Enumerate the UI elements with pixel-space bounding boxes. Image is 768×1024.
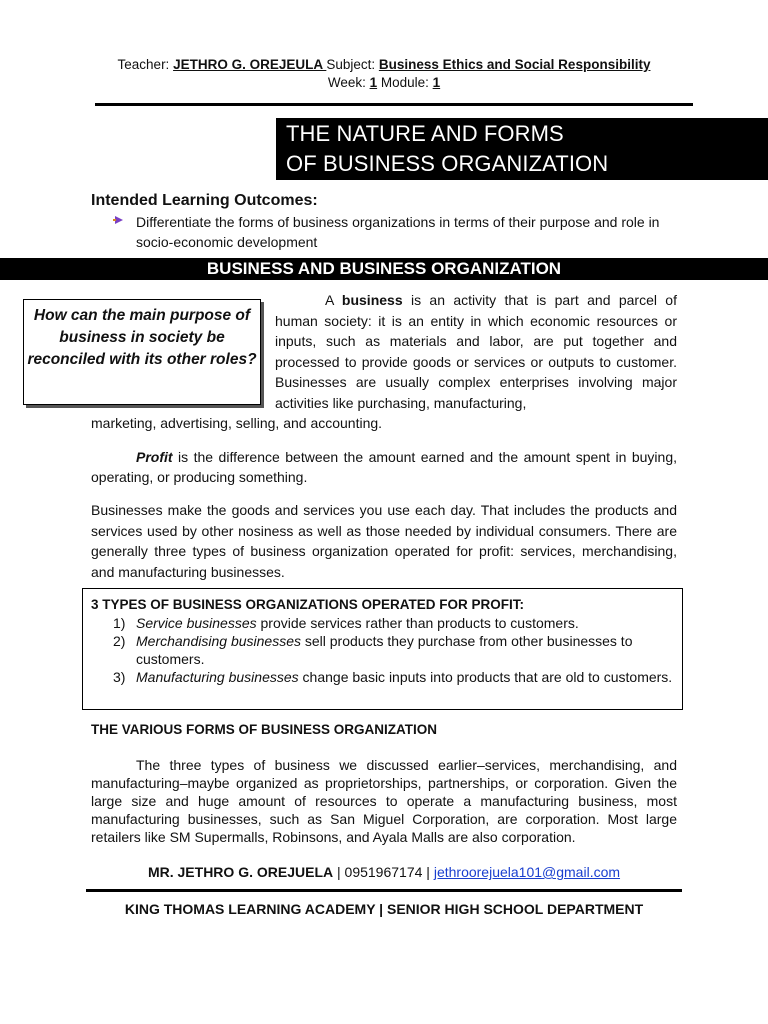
subject-name: Business Ethics and Social Responsibility [378, 57, 651, 72]
contact-line [0, 864, 768, 880]
list-item-number: 1) [113, 615, 126, 631]
learning-outcomes-heading: Intended Learning Outcomes: [91, 192, 318, 209]
teacher-name: JETHRO G. OREJEULA [173, 57, 327, 72]
header-teacher-subject [0, 57, 768, 72]
contact-phone: 0951967174 [344, 864, 423, 880]
list-item [83, 668, 682, 686]
list-item-term: Merchandising businesses [136, 633, 301, 649]
goods-paragraph: Businesses make the goods and services you use each day. That includes the products and services used by other nosiness as well as those needed by individual consumers. There are generally three types of business organization operated for profit: services, merchandising, and manufacturing businesses. [91, 502, 677, 580]
question-callout [23, 299, 261, 405]
types-heading: 3 TYPES OF BUSINESS ORGANIZATIONS OPERATED FOR PROFIT: [91, 597, 525, 612]
teacher-label: Teacher: [117, 57, 174, 72]
list-item [83, 632, 682, 668]
week-label: Week: [327, 75, 370, 90]
page-title [276, 118, 768, 180]
business-paragraph [275, 290, 677, 413]
top-rule [95, 103, 693, 106]
section-heading-band: BUSINESS AND BUSINESS ORGANIZATION [0, 258, 768, 280]
business-rest: is an activity that is part and parcel of human society: it is an entity in which economic resources or inputs, such as materials and labor, are put together and processed to provide goods or services or outputs to customer. Businesses are usually complex enterprises involving major activities like purchasing, manufacturing, [275, 292, 677, 411]
list-item [83, 614, 682, 632]
contact-name: MR. JETHRO G. OREJUELA [147, 864, 334, 880]
types-callout [82, 588, 683, 710]
business-lead: A [325, 292, 342, 308]
list-item-text: change basic inputs into products that are old to customers. [298, 669, 673, 685]
types-list [83, 614, 682, 686]
module-value: 1 [432, 75, 441, 90]
list-item-text: provide services rather than products to customers. [256, 615, 579, 631]
subject-label: Subject: [326, 57, 379, 72]
list-item-text: sell products they purchase from other businesses to customers. [136, 633, 633, 667]
bottom-rule [86, 889, 682, 892]
title-line-1: THE NATURE AND FORMS [286, 121, 564, 146]
learning-outcome-item: Differentiate the forms of business organizations in terms of their purpose and role in socio-economic development [136, 214, 660, 250]
profit-paragraph [91, 447, 677, 487]
list-item-term: Service businesses [136, 615, 257, 631]
contact-separator: | [333, 864, 345, 880]
list-item-term: Manufacturing businesses [136, 669, 299, 685]
list-item-number: 3) [113, 669, 126, 685]
question-text: How can the main purpose of business in society be reconciled with its other roles? [27, 307, 257, 368]
week-value: 1 [369, 75, 378, 90]
profit-term: Profit [136, 449, 173, 465]
contact-separator: | [422, 864, 434, 880]
various-forms-heading: THE VARIOUS FORMS OF BUSINESS ORGANIZATION [91, 722, 438, 737]
business-paragraph-continuation: marketing, advertising, selling, and accounting. [91, 415, 383, 431]
various-forms-paragraph [91, 756, 677, 846]
various-forms-text: The three types of business we discussed earlier–services, merchandising, and manufacturing–maybe organized as proprietorships, partnerships, or corporation. Given the large size and huge amount of resources to operate a manufacturing business, most manufacturing businesses, such as San Miguel Corporation, are corporation. Most large retailers like SM Supermalls, Robinsons, and Ayala Malls are also corporation. [91, 757, 677, 845]
module-label: Module: [377, 75, 433, 90]
profit-rest: is the difference between the amount earned and the amount spent in buying, operating, or producing something. [91, 449, 677, 485]
title-line-2: OF BUSINESS ORGANIZATION [286, 151, 609, 176]
business-term: business [341, 292, 403, 308]
arrow-bullet-icon [113, 214, 125, 226]
footer: KING THOMAS LEARNING ACADEMY | SENIOR HIGH SCHOOL DEPARTMENT [124, 901, 644, 917]
list-item-number: 2) [113, 633, 126, 649]
header-week-module [0, 75, 768, 90]
contact-email-link[interactable]: jethroorejuela101@gmail.com [433, 864, 621, 880]
